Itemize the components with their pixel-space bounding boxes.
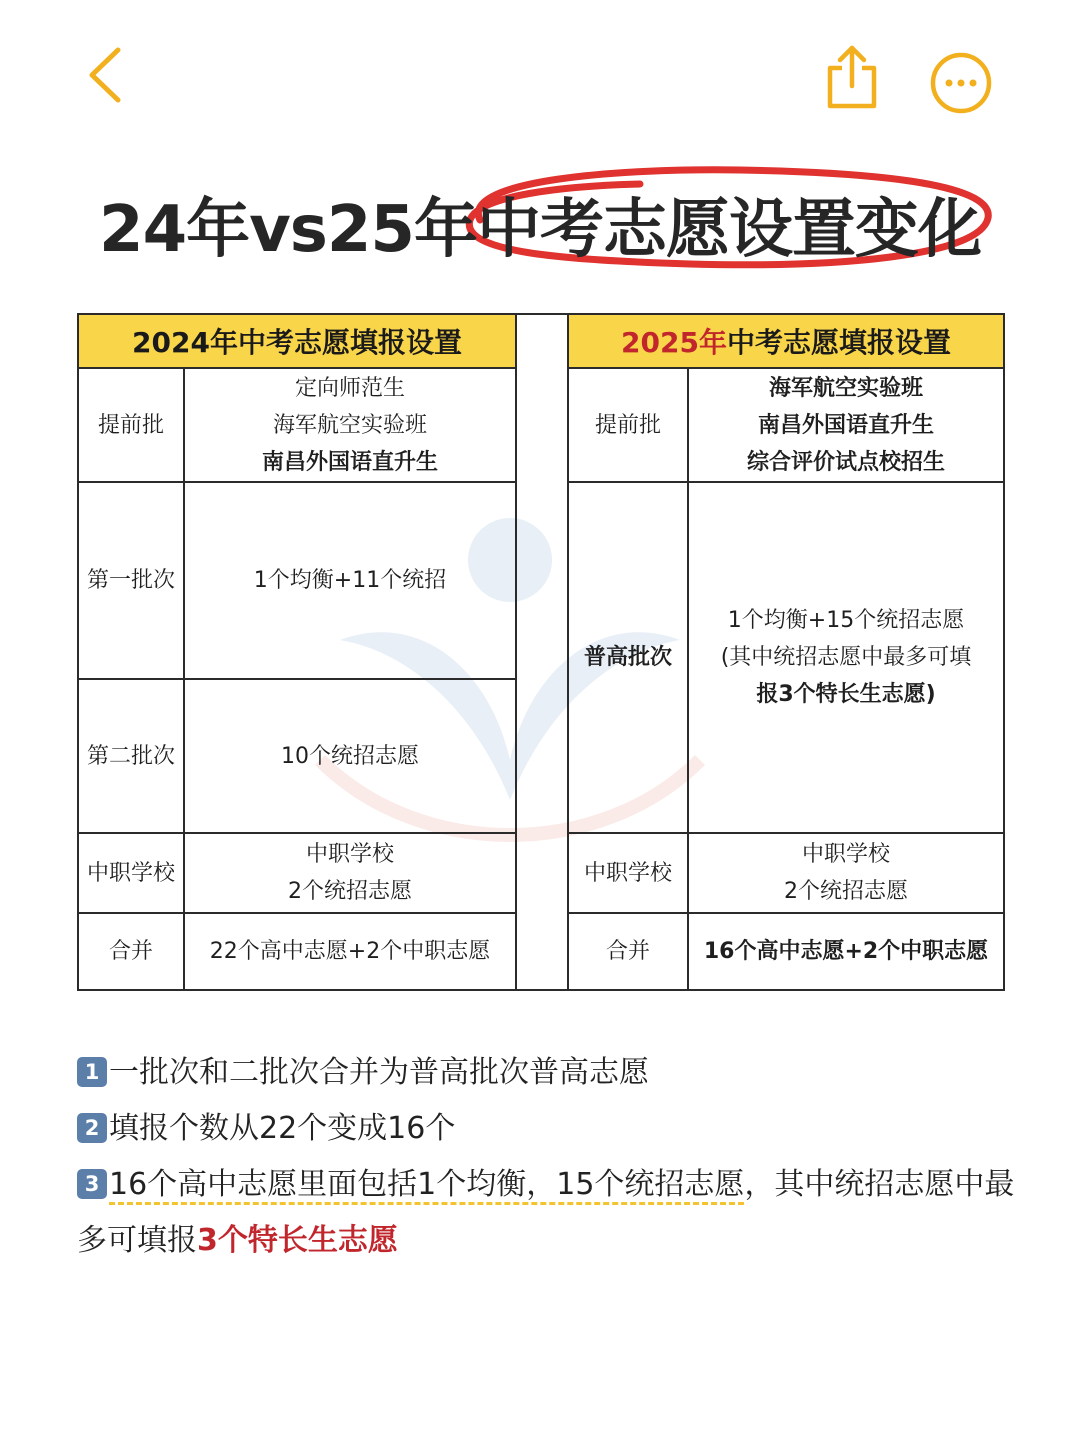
table-row xyxy=(568,482,1004,833)
note-item xyxy=(77,1045,1017,1101)
more-icon xyxy=(928,50,994,116)
row-label: 普高批次 xyxy=(568,482,688,833)
row-content xyxy=(688,833,1004,913)
row-label: 提前批 xyxy=(78,368,184,482)
number-badge-icon: 3 xyxy=(77,1169,107,1199)
page-title xyxy=(0,178,1080,270)
table-row xyxy=(78,833,516,913)
table-row xyxy=(78,913,516,990)
table-row xyxy=(568,913,1004,990)
title-section xyxy=(0,160,1080,280)
number-badge-icon: 2 xyxy=(77,1113,107,1143)
row-content: 16个高中志愿+2个中职志愿 xyxy=(688,913,1004,990)
note-underlined-text: 16个高中志愿里面包括1个均衡，15个统招志愿 xyxy=(109,1167,744,1205)
row-content xyxy=(184,679,516,833)
row-label xyxy=(78,482,184,679)
table-2024 xyxy=(77,313,517,991)
cell-line: (其中统招志愿中最多可填 xyxy=(720,645,972,670)
row-label: 合并 xyxy=(568,913,688,990)
row-label: 提前批 xyxy=(568,368,688,482)
table-2025 xyxy=(567,313,1005,991)
cell-line: 海军航空实验班 xyxy=(769,375,924,401)
chevron-left-icon xyxy=(80,40,140,110)
table-row xyxy=(78,679,516,833)
back-button[interactable] xyxy=(80,40,140,110)
row-label xyxy=(78,679,184,833)
header-rest: 中考志愿填报设置 xyxy=(726,326,951,359)
title-prefix: 24年vs25年 xyxy=(99,193,477,267)
row-label: 中职学校 xyxy=(568,833,688,913)
row-label: 合并 xyxy=(78,913,184,990)
cell-line: 南昌外国语直升生 xyxy=(758,412,935,438)
number-badge-icon: 1 xyxy=(77,1057,107,1087)
row-label-text: 中职学校 xyxy=(86,860,175,886)
cell-line: 10个统招志愿 xyxy=(281,743,419,769)
row-label xyxy=(78,833,184,913)
title-highlight: 中考志愿设置变化 xyxy=(476,193,981,267)
cell-line: 南昌外国语直升生 xyxy=(261,449,438,475)
table-row xyxy=(568,368,1004,482)
cell-line: 报3个特长生志愿) xyxy=(756,682,936,707)
cell-line: 综合评价试点校招生 xyxy=(747,449,946,475)
cell-line: 海军航空实验班 xyxy=(272,412,427,438)
cell-line: 中职学校 xyxy=(802,842,891,867)
cell-line: 中职学校 xyxy=(305,842,394,867)
share-button[interactable] xyxy=(820,40,884,112)
note-highlight-text: 3个特长生志愿 xyxy=(197,1223,398,1258)
note-text: 填报个数从22个变成16个 xyxy=(109,1111,456,1146)
row-label-text: 第二批次 xyxy=(86,743,175,769)
table-row xyxy=(568,833,1004,913)
note-item xyxy=(77,1157,1017,1269)
cell-line: 2个统招志愿 xyxy=(288,879,412,904)
table-row xyxy=(78,368,516,482)
row-content xyxy=(688,368,1004,482)
row-label-text: 第一批次 xyxy=(86,568,175,593)
table-row xyxy=(78,482,516,679)
note-item xyxy=(77,1101,1017,1157)
row-content xyxy=(184,833,516,913)
row-content xyxy=(688,482,1004,833)
cell-line: 1个均衡+11个统招 xyxy=(253,568,447,593)
header-year: 2025年 xyxy=(621,326,727,359)
more-options-button[interactable] xyxy=(928,50,994,116)
notes-list xyxy=(77,1045,1017,1269)
table-2025-header xyxy=(568,314,1004,368)
row-content xyxy=(184,368,516,482)
cell-line: 1个均衡+15个统招志愿 xyxy=(727,608,965,633)
note-text: ，其中统招志愿中最多可填报 xyxy=(77,1167,1015,1258)
row-content xyxy=(184,482,516,679)
share-icon xyxy=(820,40,884,112)
table-divider xyxy=(515,313,567,991)
cell-line: 2个统招志愿 xyxy=(784,879,908,904)
row-content: 22个高中志愿+2个中职志愿 xyxy=(184,913,516,990)
cell-line: 定向师范生 xyxy=(294,375,405,401)
top-nav-bar xyxy=(0,0,1080,150)
table-2024-header: 2024年中考志愿填报设置 xyxy=(78,314,516,368)
note-text: 一批次和二批次合并为普高批次普高志愿 xyxy=(109,1055,649,1090)
